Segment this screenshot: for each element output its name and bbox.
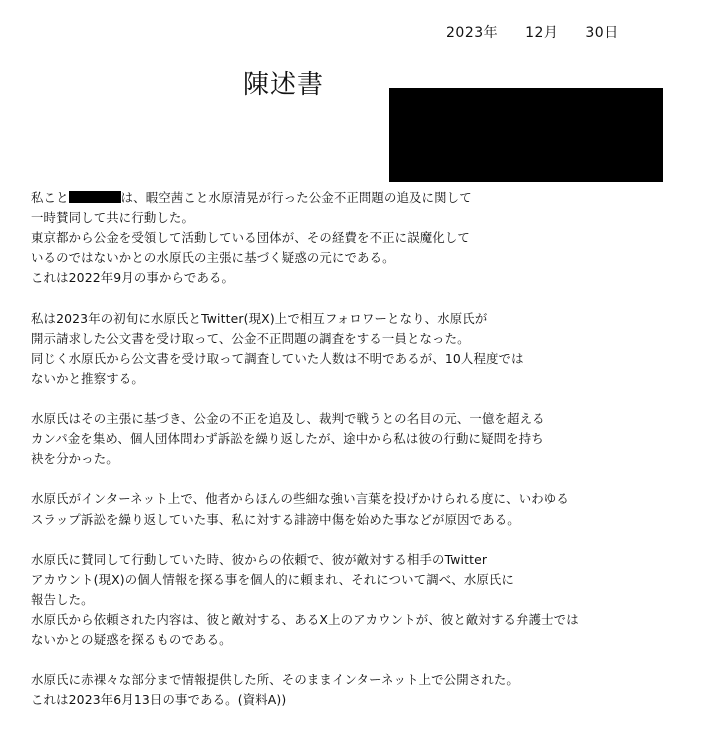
paragraph-5	[31, 550, 631, 650]
text-line: 水原氏に赤裸々な部分まで情報提供した所、そのままインターネット上で公開された。	[31, 672, 519, 688]
text-line: 水原氏がインターネット上で、他者からほんの些細な強い言葉を投げかけられる度に、いわゆる	[31, 491, 569, 507]
text-line: 開示請求した公文書を受け取って、公金不正問題の調査をする一員となった。	[31, 330, 470, 346]
statement-body	[31, 188, 631, 731]
paragraph-2	[31, 309, 631, 389]
document-date	[446, 22, 619, 42]
text-line: アカウント(現X)の個人情報を探る事を個人的に頼まれ、それについて調べ、水原氏に	[31, 571, 514, 587]
text-line: いるのではないかとの水原氏の主張に基づく疑惑の元にである。	[31, 250, 395, 266]
text-line: 一時賛同して共に行動した。	[31, 210, 195, 226]
text-line: ないかとの疑惑を探るものである。	[31, 632, 232, 648]
redacted-name-inline	[69, 191, 121, 203]
text-line: これは2023年6月13日の事である。(資料A))	[31, 692, 287, 708]
redacted-name-block	[389, 88, 663, 182]
text-line: 同じく水原氏から公文書を受け取って調査していた人数は不明であるが、10人程度では	[31, 350, 524, 366]
date-month: 12月	[525, 25, 559, 41]
text-fragment: は、暇空茜こと水原清晃が行った公金不正問題の追及に関して	[120, 190, 472, 205]
text-line: 水原氏に賛同して行動していた時、彼からの依頼で、彼が敵対する相手のTwitter	[31, 551, 488, 567]
date-year: 2023年	[446, 25, 499, 41]
paragraph-3	[31, 409, 631, 469]
text-line: ないかと推察する。	[31, 370, 144, 386]
text-line: 私は2023年の初旬に水原氏とTwitter(現X)上で相互フォロワーとなり、水原氏が	[31, 310, 488, 326]
text-fragment: 私こと	[31, 190, 69, 205]
paragraph-1	[31, 188, 631, 288]
paragraph-4	[31, 489, 631, 529]
text-line: 東京都から公金を受領して活動している団体が、その経費を不正に誤魔化して	[31, 230, 470, 246]
text-line: 水原氏から依頼された内容は、彼と敵対する、あるX上のアカウントが、彼と敵対する弁護士では	[31, 611, 579, 627]
text-line: 報告した。	[31, 591, 94, 607]
text-line: カンパ金を集め、個人団体問わず訴訟を繰り返したが、途中から私は彼の行動に疑問を持ち	[31, 431, 544, 447]
document-title: 陳述書	[243, 70, 325, 100]
paragraph-6	[31, 670, 631, 710]
text-line: 水原氏はその主張に基づき、公金の不正を追及し、裁判で戦うとの名目の元、一億を超える	[31, 411, 545, 427]
text-line: スラップ訴訟を繰り返していた事、私に対する誹謗中傷を始めた事などが原因である。	[31, 511, 520, 527]
text-line: 袂を分かった。	[31, 451, 119, 467]
date-day: 30日	[585, 25, 619, 41]
text-line: これは2022年9月の事からである。	[31, 270, 235, 286]
text-line	[31, 188, 631, 208]
